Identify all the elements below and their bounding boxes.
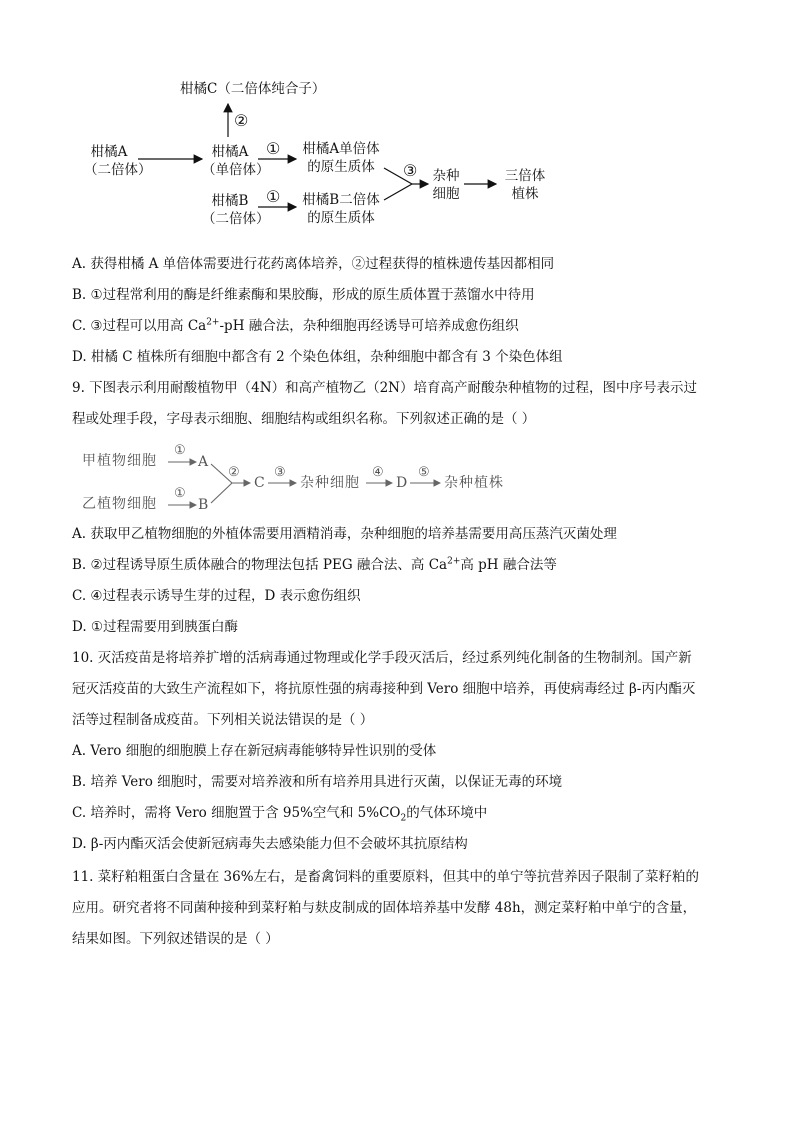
node-b: B	[198, 497, 210, 513]
plant-jia-label: 甲植物细胞	[82, 453, 157, 469]
plant-yi-label: 乙植物细胞	[82, 496, 157, 512]
q9-step4-marker: ④	[372, 465, 384, 480]
q9-stem-line2: 程或处理手段，字母表示细胞、细胞结构或组织名称。下列叙述正确的是（ ）	[72, 411, 536, 427]
node-hybrid-cell: 杂种细胞	[300, 475, 360, 491]
q8-option-d: D. 柑橘 C 植株所有细胞中都含有 2 个染色体组，杂种细胞中都含有 3 个染色体组	[72, 349, 563, 365]
q9-option-d: D. ①过程需要用到胰蛋白酶	[72, 619, 239, 635]
q8-option-b: B. ①过程常利用的酶是纤维素酶和果胶酶，形成的原生质体置于蒸馏水中待用	[72, 287, 535, 303]
step-1-top-marker: ①	[266, 139, 281, 158]
q10-stem-line2: 冠灭活疫苗的大致生产流程如下，将抗原性强的病毒接种到 Vero 细胞中培养，再使病毒经过 β-丙内酯灭	[72, 681, 696, 697]
q9-stem-line1: 9. 下图表示利用耐酸植物甲（4N）和高产植物乙（2N）培育高产耐酸杂种植物的过程，图中序号表示过	[72, 380, 697, 396]
hybrid-plant-flow-diagram	[0, 440, 794, 520]
node-c: C	[254, 475, 266, 491]
hybrid-cell-label: 杂种 细胞	[432, 168, 460, 202]
q9-step5-marker: ⑤	[418, 465, 430, 480]
q10-stem-line3: 活等过程制备成疫苗。下列相关说法错误的是（ ）	[72, 712, 374, 728]
step-1-bottom-marker: ①	[266, 187, 281, 206]
q10-option-c: C. 培养时，需将 Vero 细胞置于含 95%空气和 $5\%CO_2$的气体环境中	[72, 805, 488, 824]
q11-stem-line1: 11. 菜籽粕粗蛋白含量在 36%左右，是畜禽饲料的重要原料，但其中的单宁等抗营养因子限制了菜籽粕的	[72, 869, 700, 885]
q10-option-d: D. β-丙内酯灭活会使新冠病毒失去感染能力但不会破坏其抗原结构	[72, 836, 468, 852]
q11-stem-line3: 结果如图。下列叙述错误的是（ ）	[72, 931, 279, 947]
node-d: D	[396, 475, 409, 491]
q8-option-a: A. 获得柑橘 A 单倍体需要进行花药离体培养，②过程获得的植株遗传基因都相同	[72, 256, 555, 272]
protoplast-b-label: 柑橘B二倍体 的原生质体	[302, 192, 380, 226]
protoplast-a-label: 柑橘A单倍体 的原生质体	[302, 141, 380, 175]
q9-option-a: A. 获取甲乙植物细胞的外植体需要用酒精消毒，杂种细胞的培养基需要用高压蒸汽灭菌处理	[72, 526, 617, 542]
step-3-marker: ③	[403, 161, 418, 180]
step-2-marker: ②	[234, 111, 249, 130]
q9-option-b: B. ②过程诱导原生质体融合的物理法包括 PEG 融合法、高 $Ca^{2+}$高 pH 融合法等	[72, 556, 557, 573]
q8-option-c: C. ③过程可以用高 $Ca^{2+}-pH$ 融合法，杂种细胞再经诱导可培养成愈伤组织	[72, 317, 519, 334]
q9-step1b-marker: ①	[174, 486, 186, 501]
q11-stem-line2: 应用。研究者将不同菌种接种到菜籽粕与麸皮制成的固体培养基中发酵 48h，测定菜籽粕中单宁的含量，	[72, 900, 697, 916]
q10-stem-line1: 10. 灭活疫苗是将培养扩增的活病毒通过物理或化学手段灭活后，经过系列纯化制备的生物制剂。国产新	[72, 650, 692, 666]
citrus-b-label: 柑橘B （二倍体）	[202, 193, 270, 227]
q9-step3-marker: ③	[274, 465, 286, 480]
node-hybrid-plant: 杂种植株	[444, 475, 504, 491]
citrus-c-label: 柑橘C（二倍体纯合子）	[180, 81, 326, 97]
q9-step1a-marker: ①	[174, 443, 186, 458]
merge-line-bottom	[384, 184, 412, 200]
citrus-a-haploid-label: 柑橘A （单倍体）	[202, 144, 270, 178]
citrus-flow-arrows	[0, 0, 794, 240]
q10-option-a: A. Vero 细胞的细胞膜上存在新冠病毒能够特异性识别的受体	[72, 743, 437, 759]
triploid-plant-label: 三倍体 植株	[504, 168, 546, 202]
merge-line-b	[211, 483, 232, 503]
node-a: A	[198, 454, 210, 470]
citrus-a-diploid-label: 柑橘A （二倍体）	[84, 144, 152, 178]
q9-option-c: C. ④过程表示诱导生芽的过程，D 表示愈伤组织	[72, 588, 361, 604]
q9-step2-marker: ②	[228, 465, 240, 480]
citrus-flow-diagram	[0, 0, 794, 240]
q10-option-b: B. 培养 Vero 细胞时，需要对培养液和所有培养用具进行灭菌，以保证无毒的环境	[72, 774, 563, 790]
